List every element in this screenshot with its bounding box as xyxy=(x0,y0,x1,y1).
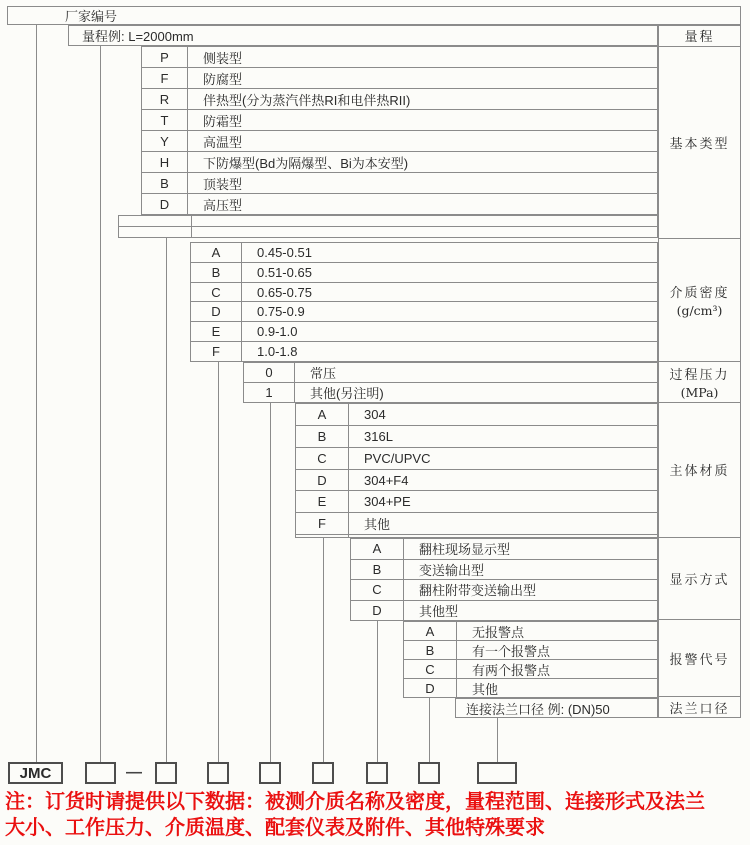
desc-cell: 0.65-0.75 xyxy=(257,284,312,300)
table-row xyxy=(191,283,657,303)
table-row xyxy=(351,601,657,621)
desc-cell xyxy=(192,216,657,226)
desc-cell: 高压型 xyxy=(203,197,243,213)
table-row xyxy=(142,68,657,89)
desc-cell: 0.75-0.9 xyxy=(257,304,305,320)
table-row xyxy=(142,89,657,110)
code-cell: P xyxy=(142,47,188,67)
order-note xyxy=(5,789,747,841)
code-box-alarm xyxy=(418,762,440,784)
order-note-line-1: 注：订货时请提供以下数据：被测介质名称及密度，量程范围、连接形式及法兰 xyxy=(5,791,705,813)
table-row xyxy=(119,216,657,227)
table-row xyxy=(119,227,657,237)
range-example-row xyxy=(68,25,658,46)
manufacturer-code-row xyxy=(7,6,741,25)
code-cell: R xyxy=(142,89,188,109)
table-row xyxy=(296,426,657,448)
code-cell: A xyxy=(404,622,457,640)
section-label-basic-type: 基本类型 xyxy=(659,47,740,239)
table-row xyxy=(296,535,657,537)
table-row xyxy=(142,152,657,173)
desc-cell: PVC/UPVC xyxy=(364,450,431,466)
table-row xyxy=(296,491,657,513)
desc-cell: 304+F4 xyxy=(364,472,409,488)
section-label-range: 量程 xyxy=(659,26,740,47)
section-label-flange: 法兰口径 xyxy=(669,701,730,717)
manufacturer-code-label: 厂家编号 xyxy=(65,9,118,24)
dash-separator: — xyxy=(126,764,142,781)
code-cell: A xyxy=(191,243,242,262)
code-cell xyxy=(119,216,192,226)
code-cell: H xyxy=(142,152,188,172)
desc-cell: 1.0-1.8 xyxy=(257,344,298,360)
table-row xyxy=(351,580,657,601)
display-mode-table xyxy=(350,538,658,621)
desc-cell: 防腐型 xyxy=(203,71,243,87)
connector-line xyxy=(218,362,219,762)
desc-cell: 0.45-0.51 xyxy=(257,244,312,260)
code-box-display xyxy=(366,762,388,784)
table-row xyxy=(142,47,657,68)
table-row xyxy=(142,173,657,194)
section-label-display: 显示方式 xyxy=(659,538,740,621)
table-row xyxy=(244,363,657,383)
table-row xyxy=(404,641,657,660)
table-row xyxy=(404,622,657,641)
table-row xyxy=(351,539,657,560)
code-box-range xyxy=(85,762,116,784)
table-row xyxy=(404,660,657,679)
connector-line xyxy=(166,238,167,762)
table-row xyxy=(142,194,657,214)
desc-cell: 304 xyxy=(364,406,386,422)
code-cell: F xyxy=(142,68,188,88)
code-cell: E xyxy=(296,491,349,512)
desc-cell: 有一个报警点 xyxy=(472,643,551,659)
desc-cell: 侧装型 xyxy=(203,50,243,66)
connector-line xyxy=(429,698,430,762)
desc-cell: 0.51-0.65 xyxy=(257,264,312,280)
density-table xyxy=(190,242,658,362)
connector-line xyxy=(100,46,101,762)
code-box-pressure xyxy=(259,762,281,784)
code-cell: C xyxy=(404,660,457,678)
desc-cell: 翻柱现场显示型 xyxy=(419,542,511,558)
flange-size-text: 连接法兰口径 例: (DN)50 xyxy=(466,701,610,717)
code-cell: D xyxy=(191,302,242,321)
desc-cell: 有两个报警点 xyxy=(472,662,551,678)
table-row xyxy=(404,679,657,697)
table-row xyxy=(191,342,657,361)
range-example-text: 量程例: L=2000mm xyxy=(82,29,194,44)
code-cell: C xyxy=(191,283,242,302)
connector-line xyxy=(497,718,498,762)
desc-cell: 0.9-1.0 xyxy=(257,324,298,340)
code-cell: A xyxy=(296,404,349,425)
basic-type-table xyxy=(141,46,658,215)
code-cell: C xyxy=(351,580,404,600)
code-cell: Y xyxy=(142,131,188,151)
desc-cell: 无报警点 xyxy=(472,624,525,640)
desc-cell: 其他型 xyxy=(419,603,459,619)
code-cell: D xyxy=(351,601,404,621)
code-box-density xyxy=(207,762,229,784)
code-cell xyxy=(119,227,192,237)
basic-type-empty-rows xyxy=(118,215,658,238)
code-cell: C xyxy=(296,448,349,469)
code-cell: D xyxy=(296,470,349,491)
table-row xyxy=(296,513,657,535)
table-row xyxy=(191,243,657,263)
section-label-column xyxy=(658,25,741,718)
code-cell: T xyxy=(142,110,188,130)
code-cell: D xyxy=(404,679,457,697)
code-cell: D xyxy=(142,194,188,214)
code-cell: B xyxy=(191,263,242,282)
desc-cell: 变送输出型 xyxy=(419,562,485,578)
alarm-table xyxy=(403,621,658,698)
table-row xyxy=(191,302,657,322)
code-box-basic-type xyxy=(155,762,177,784)
code-cell: F xyxy=(191,342,242,361)
desc-cell: 其他 xyxy=(364,517,391,533)
section-label-alarm: 报警代号 xyxy=(659,620,740,697)
desc-cell: 常压 xyxy=(310,366,337,381)
connector-line xyxy=(377,621,378,762)
desc-cell: 翻柱附带变送输出型 xyxy=(419,583,537,599)
desc-cell: 高温型 xyxy=(203,134,243,150)
connector-line xyxy=(270,403,271,762)
model-prefix-box: JMC xyxy=(8,762,63,784)
desc-cell: 下防爆型(Bd为隔爆型、Bi为本安型) xyxy=(203,155,409,171)
table-row xyxy=(296,404,657,426)
code-cell: B xyxy=(142,173,188,193)
code-cell: E xyxy=(191,322,242,341)
desc-cell: 其他(另注明) xyxy=(310,386,384,401)
code-cell: F xyxy=(296,513,349,534)
desc-cell xyxy=(349,535,657,537)
table-row xyxy=(142,110,657,131)
code-cell: A xyxy=(351,539,404,559)
code-box-material xyxy=(312,762,334,784)
desc-cell: 防霜型 xyxy=(203,113,243,129)
desc-cell: 304+PE xyxy=(364,494,411,510)
code-cell: B xyxy=(404,641,457,659)
table-row xyxy=(296,470,657,492)
code-cell: 0 xyxy=(244,363,295,382)
pressure-table xyxy=(243,362,658,403)
table-row xyxy=(244,383,657,402)
connector-line xyxy=(323,538,324,762)
desc-cell: 其他 xyxy=(472,681,499,697)
code-box-flange xyxy=(477,762,517,784)
desc-cell: 伴热型(分为蒸汽伴热RI和电伴热RII) xyxy=(203,92,411,108)
section-label-density: 介质密度 (g/cm³) xyxy=(659,239,740,362)
connector-line xyxy=(36,25,37,762)
code-cell xyxy=(296,535,349,537)
table-row xyxy=(296,448,657,470)
table-row xyxy=(351,560,657,581)
material-table xyxy=(295,403,658,538)
desc-cell: 316L xyxy=(364,428,393,444)
flange-size-row xyxy=(455,698,658,718)
table-row xyxy=(191,263,657,283)
section-label-pressure: 过程压力 (MPa) xyxy=(659,362,740,403)
desc-cell: 顶装型 xyxy=(203,176,243,192)
code-cell: 1 xyxy=(244,383,295,402)
code-cell: B xyxy=(351,560,404,580)
table-row xyxy=(191,322,657,342)
order-note-line-2: 大小、工作压力、介质温度、配套仪表及附件、其他特殊要求 xyxy=(5,817,545,839)
code-cell: B xyxy=(296,426,349,447)
table-row xyxy=(142,131,657,152)
section-label-material: 主体材质 xyxy=(659,403,740,538)
desc-cell xyxy=(192,227,657,237)
